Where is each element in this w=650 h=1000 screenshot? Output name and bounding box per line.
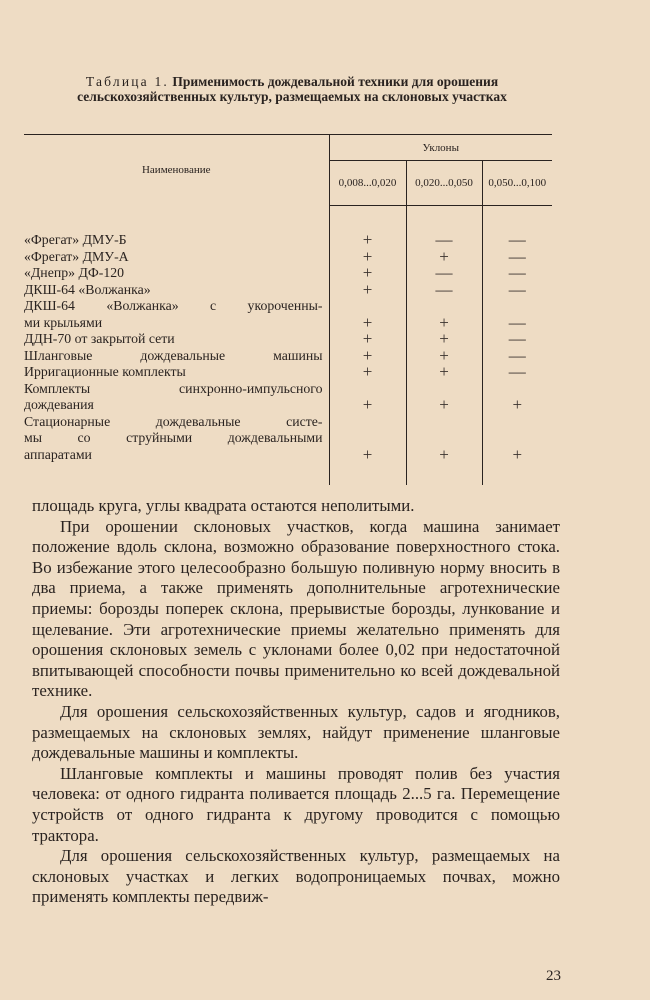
table-row [24,364,552,381]
mark-cell: — [508,263,526,282]
slope-range-2: 0,020...0,050 [406,161,482,206]
row-name: Шланговые дождевальные машины [24,348,329,365]
paragraph: При орошении склоновых участков, когда машина занимает положение вдоль склона, возможно образование поверхностного стока. Во избежание этого целесообразно большую поливную норму вносить в два приема, а также применять дополнительные агротехнические приемы: борозды поперек склона, прерывистые борозды, лункование и щелевание. Эти агротехнические приемы желательно применять для орошения склоновых земель с уклонами более 0,02 при недостаточной впитывающей способности почвы применительно ко всей дождевальной технике. [32,516,560,701]
row-name: ДДН-70 от закрытой сети [24,331,329,348]
mark-cell: + [329,447,406,464]
table-row [24,348,552,365]
table-row [24,315,552,332]
mark-cell: + [329,348,406,365]
mark-cell: — [508,345,526,365]
table-row-continued [24,414,552,431]
header-slopes: Уклоны [329,135,552,161]
mark-cell: + [406,315,482,332]
row-name: Ирригационные комплекты [24,364,329,381]
table-row [24,265,552,282]
row-name: «Фрегат» ДМУ-А [24,249,329,266]
table-row-continued [24,430,552,447]
mark-cell: + [406,364,482,381]
mark-cell: + [329,232,406,249]
slope-range-3: 0,050...0,100 [482,161,552,206]
table-row [24,331,552,348]
paragraph: Для орошения сельскохозяйственных культур, размещаемых на склоновых участках и легких водопроницаемых почвах, можно применять комплекты передвиж- [32,846,560,907]
table-row-continued [24,298,552,315]
row-name-cont: аппаратами [24,447,329,464]
paragraph: Для орошения сельскохозяйственных культур, садов и ягодников, размещаемых на склоновых землях, найдут применение шланговые дождевальные машины и комплекты. [32,701,560,763]
row-name: «Днепр» ДФ-120 [24,265,329,282]
row-name: «Фрегат» ДМУ-Б [24,232,329,249]
table-row [24,232,552,249]
row-name-cont: ми крыльями [24,315,329,332]
mark-cell: — [508,246,526,266]
mark-cell: — [406,282,482,299]
row-name-cont: дождевания [24,397,329,414]
table-label: Таблица 1. [85,74,169,89]
mark-cell: + [512,395,523,414]
header-name: Наименование [24,135,329,206]
row-name: ДКШ-64 «Волжанка» с укороченны- [24,298,329,315]
table-row [24,282,552,299]
mark-cell: + [406,348,482,365]
mark-cell: — [508,230,526,249]
slope-range-1: 0,008...0,020 [329,161,406,206]
paragraph: площадь круга, углы квадрата остаются неполитыми. [32,496,415,515]
mark-cell: — [406,232,482,249]
table-row [24,447,552,464]
mark-cell: + [406,331,482,348]
row-name-cont: мы со струйными дождевальными [24,430,329,447]
applicability-table [24,134,552,485]
mark-cell: — [406,265,482,282]
mark-cell: + [329,331,406,348]
page-number: 23 [546,968,561,984]
table-row [24,249,552,266]
table-row-continued [24,381,552,398]
mark-cell: — [508,329,526,348]
mark-cell: + [329,265,406,282]
table-row [24,397,552,414]
mark-cell: — [508,279,526,299]
table-title: Применимость дождевальной техники для орошения сельскохозяйственных культур, размещаемых на склоновых участках [77,74,507,104]
mark-cell: + [329,282,406,299]
row-name: Стационарные дождевальные систе- [24,414,329,431]
paragraph: Шланговые комплекты и машины проводят полив без участия человека: от одного гидранта поливается площадь 2...5 га. Перемещение устройств от одного гидранта к другому проводится с помощью трактора. [32,763,560,845]
mark-cell: + [329,364,406,381]
mark-cell: + [406,397,482,414]
row-name: Комплекты синхронно-импульсного [24,381,329,398]
mark-cell: + [406,249,482,266]
mark-cell: + [512,444,523,464]
mark-cell: + [329,315,406,332]
row-name: ДКШ-64 «Волжанка» [24,282,329,299]
mark-cell: — [508,362,526,381]
mark-cell: + [329,249,406,266]
body-text [32,496,560,908]
table-caption [22,74,562,104]
mark-cell: + [329,397,406,414]
mark-cell: + [406,447,482,464]
mark-cell: — [508,312,526,332]
